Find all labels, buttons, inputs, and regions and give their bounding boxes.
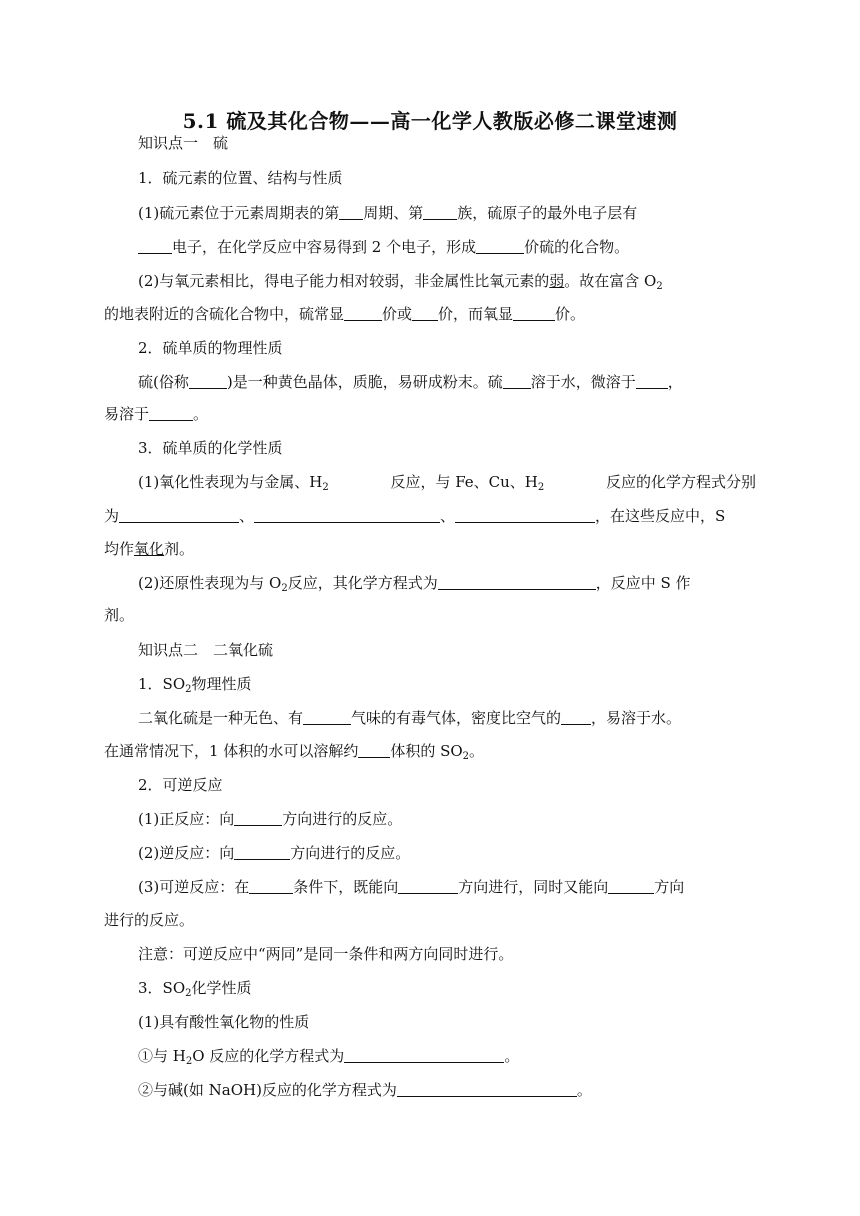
subheading-2-3: 3．$SO_2$化学性质 (138, 979, 252, 999)
blank-condition[interactable] (249, 878, 293, 894)
blank-common-name[interactable] (189, 373, 227, 389)
blank-o-valence[interactable] (513, 305, 555, 321)
paragraph-1-1-line2: 电子，在化学反应中容易得到 2 个电子，形成 价硫的化合物。 (138, 237, 756, 257)
paragraph-1-4-line3: 均作氧化剂。 (104, 540, 195, 558)
blank-cu-equation[interactable] (254, 507, 440, 523)
paragraph-2-5: (1)具有酸性氧化物的性质 (138, 1013, 310, 1031)
blank-electrons[interactable] (138, 238, 172, 254)
section-heading-1: 知识点一 硫 (138, 134, 229, 152)
section-heading-2: 知识点二 二氧化硫 (138, 641, 274, 659)
paragraph-2-2: (1)正反应：向 方向进行的反应。 (138, 810, 403, 828)
blank-direction-1[interactable] (398, 878, 458, 894)
blank-s-valence1[interactable] (344, 305, 382, 321)
blank-volume[interactable] (358, 742, 390, 758)
subheading-1-1: 1．硫元素的位置、结构与性质 (138, 169, 343, 187)
subheading-1-2: 2．硫单质的物理性质 (138, 339, 283, 357)
paragraph-2-4-line1: (3)可逆反应：在 条件下，既能向 方向进行，同时又能向 方向 (138, 878, 685, 896)
page-title: 5.1 硫及其化合物——高一化学人教版必修二课堂速测 (182, 109, 678, 133)
blank-period[interactable] (339, 204, 363, 220)
blank-h2o-equation[interactable] (344, 1047, 504, 1063)
blank-odor[interactable] (303, 709, 351, 725)
paragraph-2-1-line2: 在通常情况下，1 体积的水可以溶解约 体积的 $SO_2$。 (104, 742, 485, 762)
blank-direction-2[interactable] (608, 878, 654, 894)
blank-naoh-equation[interactable] (397, 1081, 577, 1097)
subheading-1-3: 3．硫单质的化学性质 (138, 439, 283, 457)
paragraph-1-5-line1: (2)还原性表现为与 $O_2$反应，其化学方程式为 ，反应中 S 作 (138, 574, 691, 594)
paragraph-1-3-line2: 易溶于 。 (104, 405, 209, 423)
paragraph-1-2-line1: (2)与氧元素相比，得电子能力相对较弱，非金属性比氧元素的弱。故在富含 $O_2$ (138, 272, 663, 292)
blank-s-valence2[interactable] (412, 305, 438, 321)
paragraph-2-6: ①与 $H_2O$ 反应的化学方程式为 。 (138, 1047, 520, 1067)
blank-water-solubility[interactable] (503, 373, 531, 389)
paragraph-1-1-line1: (1)硫元素位于元素周期表的第 周期、第 族，硫原子的最外电子层有 (138, 204, 638, 222)
paragraph-2-7: ②与碱(如 NaOH)反应的化学方程式为 。 (138, 1081, 592, 1099)
blank-forward-direction[interactable] (234, 810, 282, 826)
blank-reverse-direction[interactable] (234, 844, 290, 860)
blank-o2-equation[interactable] (438, 574, 596, 590)
paragraph-1-5-line2: 剂。 (104, 606, 135, 624)
note-text: 注意：可逆反应中“两同”是同一条件和两方向同时进行。 (138, 945, 514, 963)
subheading-2-1: 1．$SO_2$物理性质 (138, 675, 252, 695)
blank-easily-soluble[interactable] (149, 405, 193, 421)
paragraph-2-1-line1: 二氧化硫是一种无色、有 气味的有毒气体，密度比空气的 ，易溶于水。 (138, 709, 682, 727)
blank-group[interactable] (423, 204, 457, 220)
blank-density[interactable] (561, 709, 591, 725)
paragraph-1-2-line2: 的地表附近的含硫化合物中，硫常显 价或 价，而氧显 价。 (104, 305, 586, 323)
paragraph-1-4-line1: (1)氧化性表现为与金属、$H_2$ 反应，与 Fe、Cu、$H_2$ 反应的化学方程式分别 (138, 473, 756, 493)
paragraph-2-3: (2)逆反应：向 方向进行的反应。 (138, 844, 411, 862)
paragraph-2-4-line2: 进行的反应。 (104, 911, 195, 929)
blank-h2-equation[interactable] (455, 507, 595, 523)
blank-fe-equation[interactable] (119, 507, 239, 523)
blank-valence[interactable] (476, 238, 524, 254)
blank-slightly-soluble[interactable] (636, 373, 668, 389)
paragraph-1-4-line2: 为 、 、 ，在这些反应中，S (104, 507, 726, 525)
subheading-2-2: 2．可逆反应 (138, 776, 223, 794)
paragraph-1-3-line1: 硫(俗称 )是一种黄色晶体，质脆，易研成粉末。硫 溶于水，微溶于 ， (138, 373, 683, 391)
